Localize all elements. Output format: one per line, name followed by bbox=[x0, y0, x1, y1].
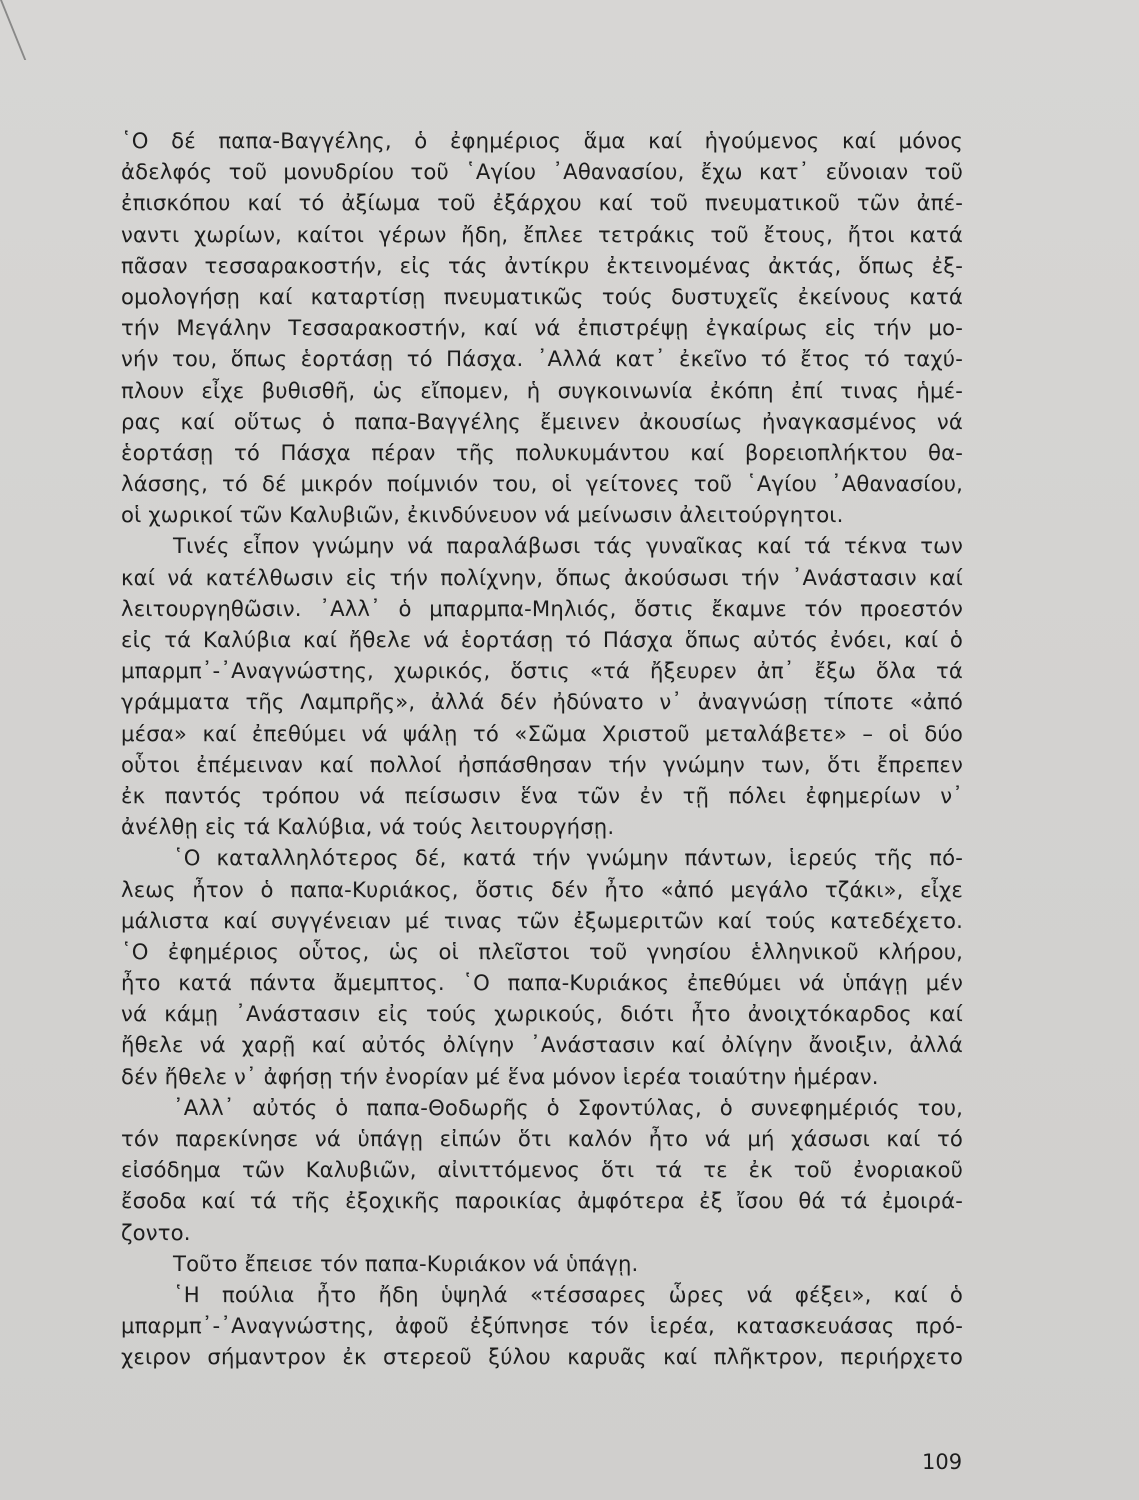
text-line: ρας καί οὕτως ὁ παπα-Βαγγέλης ἔμεινεν ἀκουσίως ἠναγκασμένος νά bbox=[121, 408, 963, 434]
text-line: νά κάμῃ ᾿Ανάστασιν εἰς τούς χωρικούς, διότι ἦτο ἀνοιχτόκαρδος καί bbox=[121, 1001, 963, 1027]
text-line: ἐκ παντός τρόπου νά πείσωσιν ἕνα τῶν ἐν τῇ πόλει ἐφημερίων ν᾿ bbox=[121, 782, 963, 808]
text-line: ομολογήσῃ καί καταρτίσῃ πνευματικῶς τούς δυστυχεῖς ἐκείνους κατά bbox=[121, 283, 963, 309]
text-line: εἰς τά Καλύβια καί ἤθελε νά ἑορτάσῃ τό Πάσχα ὅπως αὐτός ἐνόει, καί ὁ bbox=[121, 627, 963, 652]
text-line: ζοντο. bbox=[121, 1219, 191, 1245]
text-line: λειτουργηθῶσιν. ᾿Αλλ᾿ ὁ μπαρμπα-Μηλιός, ὅστις ἔκαμνε τόν προεστόν bbox=[121, 595, 963, 621]
text-line: εἰσόδημα τῶν Καλυβιῶν, αἰνιττόμενος ὅτι τά τε ἐκ τοῦ ἐνοριακοῦ bbox=[121, 1157, 963, 1183]
text-line: ἑορτάσῃ τό Πάσχα πέραν τῆς πολυκυμάντου καί βορειοπλήκτου θα- bbox=[121, 439, 963, 465]
text-line: νήν του, ὅπως ἑορτάσῃ τό Πάσχα. ᾿Αλλά κατ᾿ ἐκεῖνο τό ἔτος τό ταχύ- bbox=[121, 346, 963, 372]
text-line: τήν Μεγάλην Τεσσαρακοστήν, καί νά ἐπιστρέψῃ ἐγκαίρως εἰς τήν μο- bbox=[121, 315, 963, 341]
text-line: ἦτο κατά πάντα ἄμεμπτος. ῾Ο παπα-Κυριάκος ἐπεθύμει νά ὑπάγῃ μέν bbox=[121, 970, 963, 996]
text-line: λεως ἦτον ὁ παπα-Κυριάκος, ὅστις δέν ἦτο «ἀπό μεγάλο τζάκι», εἶχε bbox=[121, 876, 963, 902]
text-line: καί νά κατέλθωσιν εἰς τήν πολίχνην, ὅπως ἀκούσωσι τήν ᾿Ανάστασιν καί bbox=[121, 564, 963, 590]
text-line: ᾿Αλλ᾿ αὐτός ὁ παπα-Θοδωρῆς ὁ Σφοντύλας, ὁ συνεφημέριός του, bbox=[173, 1094, 963, 1120]
body-text bbox=[121, 125, 963, 1373]
text-line: ῾Ο ἐφημέριος οὗτος, ὡς οἱ πλεῖστοι τοῦ γνησίου ἑλληνικοῦ κλήρου, bbox=[121, 938, 963, 964]
text-line: ναντι χωρίων, καίτοι γέρων ἤδη, ἔπλεε τετράκις τοῦ ἔτους, ἤτοι κατά bbox=[121, 221, 963, 247]
text-line: γράμματα τῆς Λαμπρῆς», ἀλλά δέν ἠδύνατο ν᾿ ἀναγνώσῃ τίποτε «ἀπό bbox=[121, 689, 963, 715]
text-line: πλουν εἶχε βυθισθῆ, ὡς εἴπομεν, ἡ συγκοινωνία ἐκόπη ἐπί τινας ἡμέ- bbox=[121, 377, 963, 403]
text-line: ἀδελφός τοῦ μονυδρίου τοῦ ῾Αγίου ᾿Αθανασίου, ἔχω κατ᾿ εὔνοιαν τοῦ bbox=[121, 159, 963, 185]
text-line: μάλιστα καί συγγένειαν μέ τινας τῶν ἐξωμεριτῶν καί τούς κατεδέχετο. bbox=[121, 907, 963, 933]
text-line: μπαρμπ᾿-᾿Αναγνώστης, ἀφοῦ ἐξύπνησε τόν ἱερέα, κατασκευάσας πρό- bbox=[121, 1313, 963, 1339]
text-line: μέσα» καί ἐπεθύμει νά ψάλῃ τό «Σῶμα Χριστοῦ μεταλάβετε» – οἱ δύο bbox=[121, 720, 963, 746]
text-line: δέν ἤθελε ν᾿ ἀφήσῃ τήν ἐνορίαν μέ ἕνα μόνον ἱερέα τοιαύτην ἡμέραν. bbox=[121, 1063, 879, 1089]
text-line: ἔσοδα καί τά τῆς ἐξοχικῆς παροικίας ἀμφότερα ἐξ ἴσου θά τά ἐμοιρά- bbox=[121, 1188, 963, 1214]
scan-edge-mark bbox=[0, 0, 56, 60]
text-line: ἐπισκόπου καί τό ἀξίωμα τοῦ ἐξάρχου καί τοῦ πνευματικοῦ τῶν ἀπέ- bbox=[121, 190, 963, 216]
text-line: Τινές εἶπον γνώμην νά παραλάβωσι τάς γυναῖκας καί τά τέκνα των bbox=[173, 533, 963, 559]
text-line: ῾Η πούλια ἦτο ἤδη ὑψηλά «τέσσαρες ὧρες νά φέξει», καί ὁ bbox=[173, 1281, 963, 1307]
text-line: ῾Ο καταλληλότερος δέ, κατά τήν γνώμην πάντων, ἱερεύς τῆς πό- bbox=[173, 845, 963, 871]
page-number: 109 bbox=[922, 1450, 963, 1474]
text-line: χειρον σήμαντρον ἐκ στερεοῦ ξύλου καρυᾶς καί πλῆκτρον, περιήρχετο bbox=[121, 1344, 963, 1370]
text-line: πᾶσαν τεσσαρακοστήν, εἰς τάς ἀντίκρυ ἐκτεινομένας ἀκτάς, ὅπως ἐξ- bbox=[121, 252, 963, 278]
text-line: λάσσης, τό δέ μικρόν ποίμνιόν του, οἱ γείτονες τοῦ ῾Αγίου ᾿Αθανασίου, bbox=[121, 471, 963, 497]
text-line: ἀνέλθῃ εἰς τά Καλύβια, νά τούς λειτουργήσῃ. bbox=[121, 814, 615, 840]
text-line: ῾Ο δέ παπα-Βαγγέλης, ὁ ἐφημέριος ἅμα καί ἡγούμενος καί μόνος bbox=[121, 128, 963, 153]
text-line: ἤθελε νά χαρῇ καί αὐτός ὀλίγην ᾿Ανάστασιν καί ὀλίγην ἄνοιξιν, ἀλλά bbox=[121, 1032, 963, 1058]
text-line: οἱ χωρικοί τῶν Καλυβιῶν, ἐκινδύνευον νά μείνωσιν ἀλειτούργητοι. bbox=[121, 502, 844, 528]
text-line: τόν παρεκίνησε νά ὑπάγῃ εἰπών ὅτι καλόν ἦτο νά μή χάσωσι καί τό bbox=[121, 1126, 963, 1151]
text-line: οὗτοι ἐπέμειναν καί πολλοί ἠσπάσθησαν τήν γνώμην των, ὅτι ἔπρεπεν bbox=[121, 751, 963, 777]
text-line: Τοῦτο ἔπεισε τόν παπα-Κυριάκον νά ὑπάγῃ. bbox=[173, 1250, 639, 1276]
text-line: μπαρμπ᾿-᾿Αναγνώστης, χωρικός, ὅστις «τά ἤξευρεν ἀπ᾿ ἔξω ὅλα τά bbox=[121, 658, 963, 684]
